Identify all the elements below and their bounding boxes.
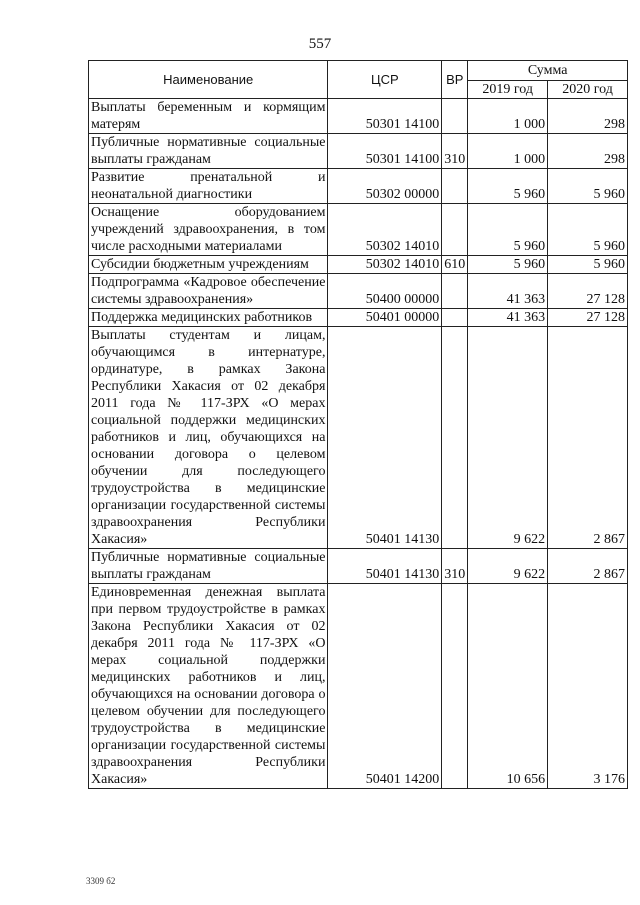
- header-name: Наименование: [89, 61, 328, 99]
- row-sum-2020: 2 867: [548, 549, 628, 584]
- row-vr: 310: [442, 134, 468, 169]
- row-vr: [442, 274, 468, 309]
- table-row: [89, 327, 628, 549]
- row-vr: 310: [442, 549, 468, 584]
- budget-table: [88, 60, 628, 789]
- row-vr: [442, 327, 468, 549]
- row-csr: 50401 14130: [328, 549, 442, 584]
- row-csr: 50401 14200: [328, 584, 442, 789]
- row-sum-2020: 3 176: [548, 584, 628, 789]
- row-csr: 50401 00000: [328, 309, 442, 327]
- row-name: Развитие пренатальной и неонатальной диагностики: [89, 169, 328, 204]
- row-sum-2019: 1 000: [468, 99, 548, 134]
- row-sum-2020: 5 960: [548, 256, 628, 274]
- row-vr: [442, 309, 468, 327]
- header-sum: Сумма: [468, 61, 628, 81]
- row-sum-2020: 5 960: [548, 169, 628, 204]
- row-vr: 610: [442, 256, 468, 274]
- row-vr: [442, 584, 468, 789]
- row-sum-2019: 9 622: [468, 327, 548, 549]
- footer-code: 3309 б2: [86, 876, 116, 886]
- table-row: [89, 549, 628, 584]
- row-sum-2020: 27 128: [548, 274, 628, 309]
- header-csr: ЦСР: [328, 61, 442, 99]
- row-vr: [442, 169, 468, 204]
- row-sum-2019: 10 656: [468, 584, 548, 789]
- header-vr: ВР: [442, 61, 468, 99]
- row-name: Выплаты беременным и кормящим матерям: [89, 99, 328, 134]
- table-row: [89, 134, 628, 169]
- row-sum-2019: 5 960: [468, 169, 548, 204]
- row-sum-2020: 298: [548, 134, 628, 169]
- row-name: Оснащение оборудованием учреждений здравоохранения, в том числе расходными материалами: [89, 204, 328, 256]
- row-sum-2019: 9 622: [468, 549, 548, 584]
- table-row: [89, 309, 628, 327]
- row-csr: 50401 14130: [328, 327, 442, 549]
- row-name: Выплаты студентам и лицам, обучающимся в интернатуре, ординатуре, в рамках Закона Республики Хакасия от 02 декабря 2011 года № 117-ЗРХ «О мерах социальной поддержки медицинских работников и лиц, обучающихся на основании договора о целевом обучении для последующего трудоустройства в медицинские организации государственной системы здравоохранения Республики Хакасия»: [89, 327, 328, 549]
- row-sum-2020: 298: [548, 99, 628, 134]
- row-csr: 50400 00000: [328, 274, 442, 309]
- row-sum-2019: 1 000: [468, 134, 548, 169]
- row-csr: 50302 14010: [328, 204, 442, 256]
- row-sum-2019: 41 363: [468, 274, 548, 309]
- row-name: Подпрограмма «Кадровое обеспечение системы здравоохранения»: [89, 274, 328, 309]
- row-vr: [442, 204, 468, 256]
- table-row: [89, 584, 628, 789]
- row-name: Публичные нормативные социальные выплаты гражданам: [89, 549, 328, 584]
- row-sum-2019: 41 363: [468, 309, 548, 327]
- page-number: 557: [308, 36, 332, 52]
- row-sum-2019: 5 960: [468, 256, 548, 274]
- header-year-2020: 2020 год: [548, 81, 628, 99]
- row-csr: 50302 00000: [328, 169, 442, 204]
- table-row: [89, 204, 628, 256]
- row-csr: 50302 14010: [328, 256, 442, 274]
- row-sum-2020: 2 867: [548, 327, 628, 549]
- row-name: Поддержка медицинских работников: [89, 309, 328, 327]
- row-csr: 50301 14100: [328, 134, 442, 169]
- row-vr: [442, 99, 468, 134]
- table-row: [89, 274, 628, 309]
- header-year-2019: 2019 год: [468, 81, 548, 99]
- row-csr: 50301 14100: [328, 99, 442, 134]
- row-name: Единовременная денежная выплата при первом трудоустройстве в рамках Закона Республики Хакасия от 02 декабря 2011 года № 117-ЗРХ «О мерах социальной поддержки медицинских работников и лиц, обучающихся на основании договора о целевом обучении для последующего трудоустройства в медицинские организации государственной системы здравоохранения Республики Хакасия»: [89, 584, 328, 789]
- row-sum-2019: 5 960: [468, 204, 548, 256]
- table-row: [89, 169, 628, 204]
- row-sum-2020: 5 960: [548, 204, 628, 256]
- table-row: [89, 256, 628, 274]
- table-row: [89, 99, 628, 134]
- row-name: Субсидии бюджетным учреждениям: [89, 256, 328, 274]
- row-name: Публичные нормативные социальные выплаты гражданам: [89, 134, 328, 169]
- row-sum-2020: 27 128: [548, 309, 628, 327]
